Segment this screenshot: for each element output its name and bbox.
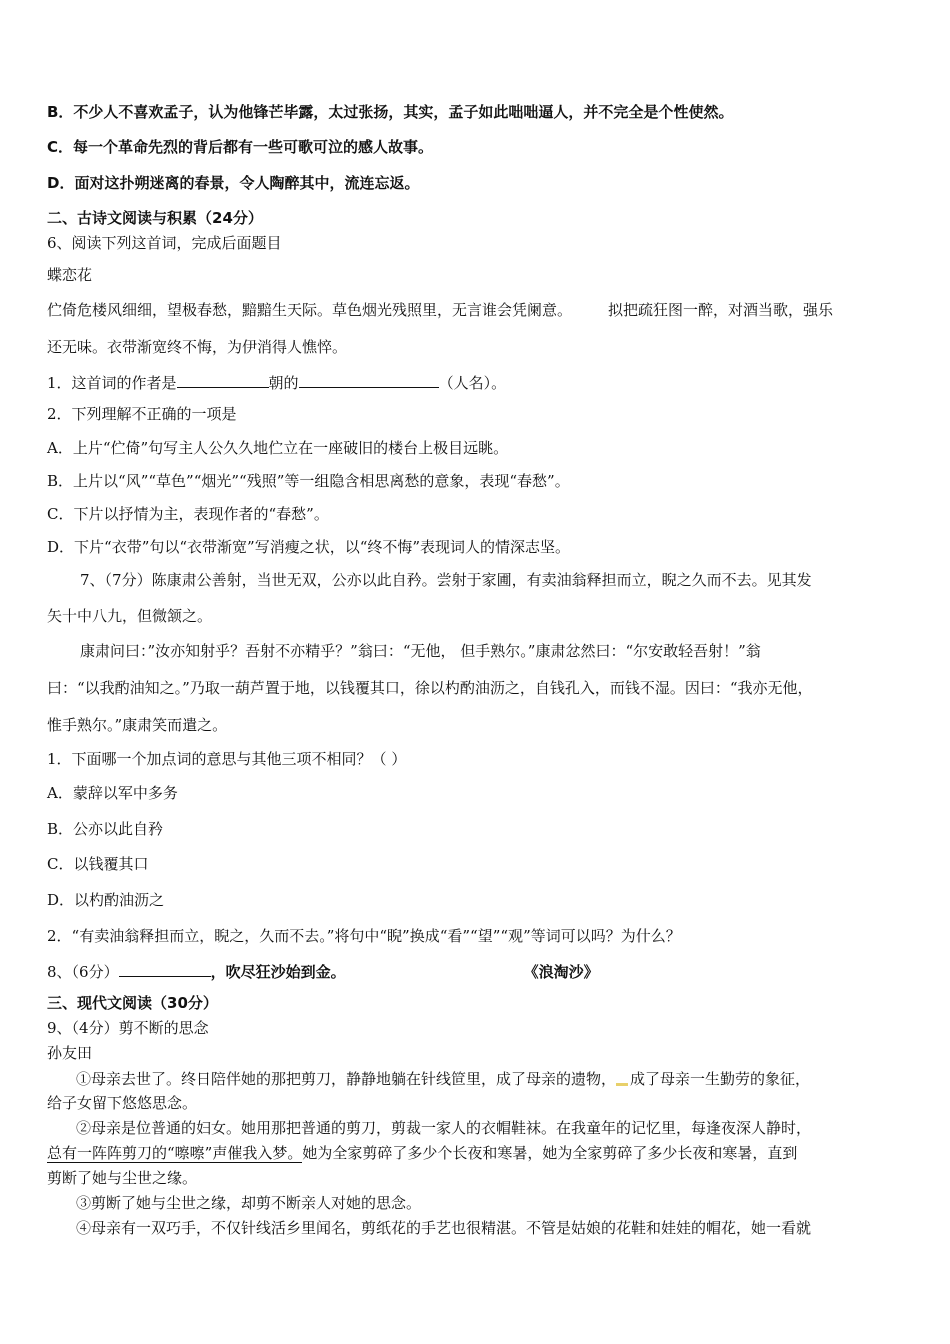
question-6-sub-2: 2．下列理解不正确的一项是 xyxy=(47,405,237,423)
q8-text: ，吹尽狂沙始到金。 xyxy=(210,963,346,981)
sub1-text-b: 朝的 xyxy=(268,374,299,392)
q7-sub-2: 2．“有卖油翁释担而立，睨之，久而不去。”将句中“睨”换成“看”“望”“观”等词可以吗？为什么？ xyxy=(47,927,681,945)
essay-para-1a-tail: 成了母亲一生勤劳的象征， xyxy=(630,1070,811,1088)
q7-para-2b: 曰：“以我酌油知之。”乃取一葫芦置于地，以钱覆其口，徐以杓酌油沥之，自钱孔入，而钱不湿。因曰：“我亦无他， xyxy=(47,679,813,697)
section-heading-classical: 二、古诗文阅读与积累（24分） xyxy=(47,209,263,227)
essay-para-1a xyxy=(76,1069,810,1089)
q7-para-1b: 矢十中八九，但微颔之。 xyxy=(47,607,213,625)
underlined-sentence: 总有一阵阵剪刀的“嚓嚓”声催我入梦。 xyxy=(47,1144,303,1162)
sub1-text-c: （人名）。 xyxy=(438,374,507,392)
essay-para-2c: 剪断了她与尘世之缘。 xyxy=(47,1169,198,1187)
question-8 xyxy=(47,960,599,982)
question-6-stem: 6、阅读下列这首词，完成后面题目 xyxy=(47,234,282,252)
question-6-sub-1 xyxy=(47,371,506,393)
poem-title: 蝶恋花 xyxy=(47,266,93,284)
essay-para-1a-text: ①母亲去世了。终日陪伴她的那把剪刀，静静地躺在针线笸里，成了母亲的遗物， xyxy=(76,1070,617,1088)
q7-option-c: C．以钱覆其口 xyxy=(47,855,149,873)
essay-para-2b-rest: 她为全家剪碎了多少个长夜和寒暑，她为全家剪碎了多少长夜和寒暑，直到 xyxy=(302,1144,798,1162)
question-9-stem: 9、（4分）剪不断的思念 xyxy=(47,1019,209,1037)
q6-option-c: C．下片以抒情为主，表现作者的“春愁”。 xyxy=(47,505,329,523)
option-c: C．每一个革命先烈的背后都有一些可歌可泣的感人故事。 xyxy=(47,138,434,156)
q6-option-b: B．上片以“风”“草色”“烟光”“残照”等一组隐含相思离愁的意象，表现“春愁”。 xyxy=(47,472,570,490)
q6-option-d: D．下片“衣带”句以“衣带渐宽”写消瘦之状，以“终不悔”表现词人的情深志坚。 xyxy=(47,538,571,556)
q7-para-2c: 惟手熟尔。”康肃笑而遣之。 xyxy=(47,716,228,734)
poem-second-stanza-start: 拟把疏狂图一醉，对酒当歌，强乐 xyxy=(608,301,834,319)
sub1-text-a: 1．这首词的作者是 xyxy=(47,374,177,392)
q7-option-d: D．以杓酌油沥之 xyxy=(47,891,165,909)
q7-para-1a: 7、（7分）陈康肃公善射，当世无双，公亦以此自矜。尝射于家圃，有卖油翁释担而立，睨之久而不去。见其发 xyxy=(80,571,812,589)
answer-blank-q8[interactable] xyxy=(119,960,211,977)
q8-prefix: 8、（6分） xyxy=(47,963,119,981)
answer-blank-author[interactable] xyxy=(299,371,439,388)
essay-para-2b xyxy=(47,1143,797,1163)
q7-sub-1: 1．下面哪一个加点词的意思与其他三项不相同？（ ） xyxy=(47,750,407,768)
essay-author: 孙友田 xyxy=(47,1044,93,1062)
essay-para-3: ③剪断了她与尘世之缘，却剪不断亲人对她的思念。 xyxy=(76,1194,422,1212)
essay-para-4: ④母亲有一双巧手，不仅针线活乡里闻名，剪纸花的手艺也很精湛。不管是姑娘的花鞋和娃娃的帽花，她一看就 xyxy=(76,1219,812,1237)
poem-line-2: 还无味。衣带渐宽终不悔，为伊消得人憔悴。 xyxy=(47,338,348,356)
section-heading-modern: 三、现代文阅读（30分） xyxy=(47,994,218,1012)
q7-option-a: A．蒙辞以军中多务 xyxy=(47,784,178,802)
q7-para-2a: 康肃问曰：”汝亦知射乎？吾射不亦精乎？”翁曰：“无他， 但手熟尔。”康肃忿然曰：“尔安敢轻吾射！”翁 xyxy=(80,642,761,660)
poem-first-stanza: 伫倚危楼风细细，望极春愁，黯黯生天际。草色烟光残照里，无言谁会凭阑意。 xyxy=(47,301,573,319)
q6-option-a: A．上片“伫倚”句写主人公久久地伫立在一座破旧的楼台上极目远眺。 xyxy=(47,439,509,457)
q7-option-b: B．公亦以此自矜 xyxy=(47,820,164,838)
answer-blank-dynasty[interactable] xyxy=(177,371,269,388)
essay-para-2a: ②母亲是位普通的妇女。她用那把普通的剪刀，剪裁一家人的衣帽鞋袜。在我童年的记忆里，每逢夜深人静时， xyxy=(76,1119,812,1137)
q8-source: 《浪淘沙》 xyxy=(523,963,599,981)
option-d: D．面对这扑朔迷离的春景，令人陶醉其中，流连忘返。 xyxy=(47,174,420,192)
option-b: B．不少人不喜欢孟子，认为他锋芒毕露，太过张扬，其实，孟子如此咄咄逼人，并不完全是个性使然。 xyxy=(47,103,734,121)
essay-para-1b: 给子女留下悠悠思念。 xyxy=(47,1094,198,1112)
poem-line-1 xyxy=(47,300,833,320)
highlight-mark xyxy=(616,1083,628,1086)
